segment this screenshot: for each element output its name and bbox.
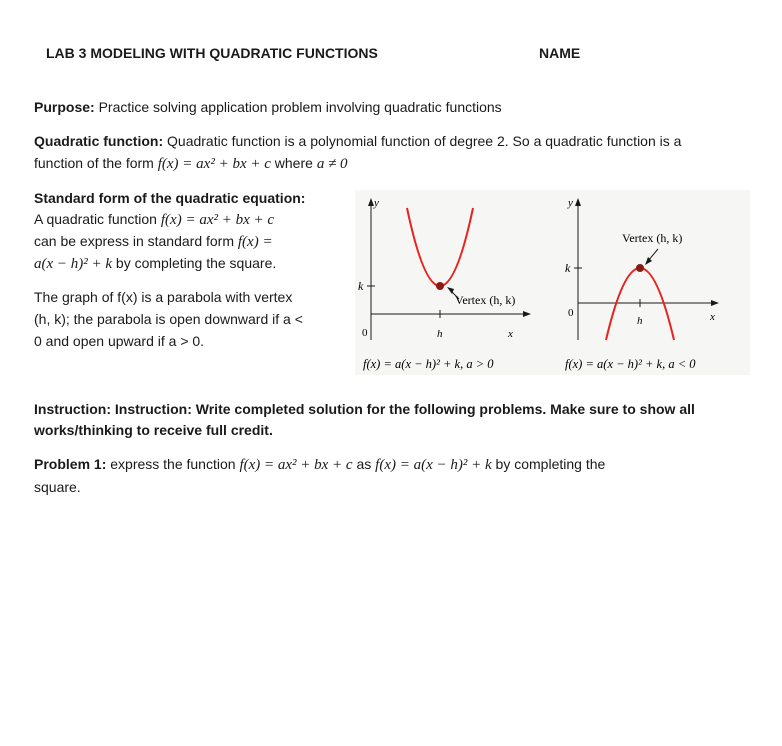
vertex-label: Vertex (h, k) <box>622 231 683 245</box>
y-label: y <box>374 197 379 209</box>
quadratic-where: where <box>270 155 317 171</box>
vertex-point <box>636 264 644 272</box>
quadratic-line-2 <box>34 152 348 175</box>
graph-text-3: 0 and open upward if a > 0. <box>34 333 205 349</box>
instruction-line-2: works/thinking to receive full credit. <box>34 422 273 438</box>
graph-text-2: (h, k); the parabola is open downward if a < <box>34 311 303 327</box>
x-label: x <box>710 311 715 323</box>
standard-formula-3: a(x − h)² + k <box>34 256 113 272</box>
standard-formula-1: f(x) = ax² + bx + c <box>160 212 275 228</box>
purpose-line <box>34 96 502 118</box>
quadratic-text-1: Quadratic function is a polynomial function of degree 2. So a quadratic function is a <box>163 133 682 149</box>
vertex-label: Vertex (h, k) <box>455 293 516 307</box>
zero-label: 0 <box>568 307 574 319</box>
problem-1-line-1 <box>34 453 605 476</box>
figure-caption: f(x) = a(x − h)² + k, a > 0 <box>363 357 494 371</box>
problem-1-formula-2: f(x) = a(x − h)² + k <box>375 457 492 473</box>
h-label: h <box>637 315 643 327</box>
purpose-text: Practice solving application problem involving quadratic functions <box>94 99 502 115</box>
y-label: y <box>568 197 573 209</box>
standard-line-1 <box>34 208 274 231</box>
k-label: k <box>565 261 571 275</box>
standard-text-2: can be express in standard form <box>34 233 238 249</box>
zero-label: 0 <box>362 327 368 339</box>
problem-1-text-1: express the function <box>106 456 240 472</box>
graph-text-1: The graph of f(x) is a parabola with vertex <box>34 289 293 305</box>
name-label: NAME <box>539 45 581 61</box>
standard-text-1: A quadratic function <box>34 211 161 227</box>
x-label: x <box>508 328 513 340</box>
figure-background <box>355 190 555 375</box>
quadratic-line-1 <box>34 130 681 152</box>
k-label: k <box>358 279 364 293</box>
problem-1-line-2: square. <box>34 479 81 495</box>
parabola-figure-down <box>555 190 750 375</box>
standard-text-3: by completing the square. <box>112 255 277 271</box>
instruction-line-1: Instruction: Instruction: Write completed solution for the following problems. Make sure to show all <box>34 401 695 417</box>
parabola-figure-up <box>355 190 555 375</box>
quadratic-text-2: function of the form <box>34 155 158 171</box>
figure-background <box>555 190 750 375</box>
problem-1-formula-1: f(x) = ax² + bx + c <box>239 457 353 473</box>
quadratic-condition: a ≠ 0 <box>316 156 348 172</box>
problem-1-as: as <box>352 456 376 472</box>
standard-line-2 <box>34 230 273 253</box>
standard-heading: Standard form of the quadratic equation: <box>34 190 306 206</box>
figure-caption: f(x) = a(x − h)² + k, a < 0 <box>565 357 696 371</box>
purpose-label: Purpose: <box>34 99 95 115</box>
quadratic-label: Quadratic function: <box>34 133 164 149</box>
quadratic-formula: f(x) = ax² + bx + c <box>157 156 271 172</box>
problem-1-text-2: by completing the <box>491 456 606 472</box>
standard-formula-2: f(x) = <box>237 234 273 250</box>
vertex-point <box>436 282 444 290</box>
lab-title: LAB 3 MODELING WITH QUADRATIC FUNCTIONS <box>46 45 378 61</box>
h-label: h <box>437 328 443 340</box>
standard-line-3 <box>34 252 276 275</box>
problem-1-label: Problem 1: <box>34 456 107 472</box>
